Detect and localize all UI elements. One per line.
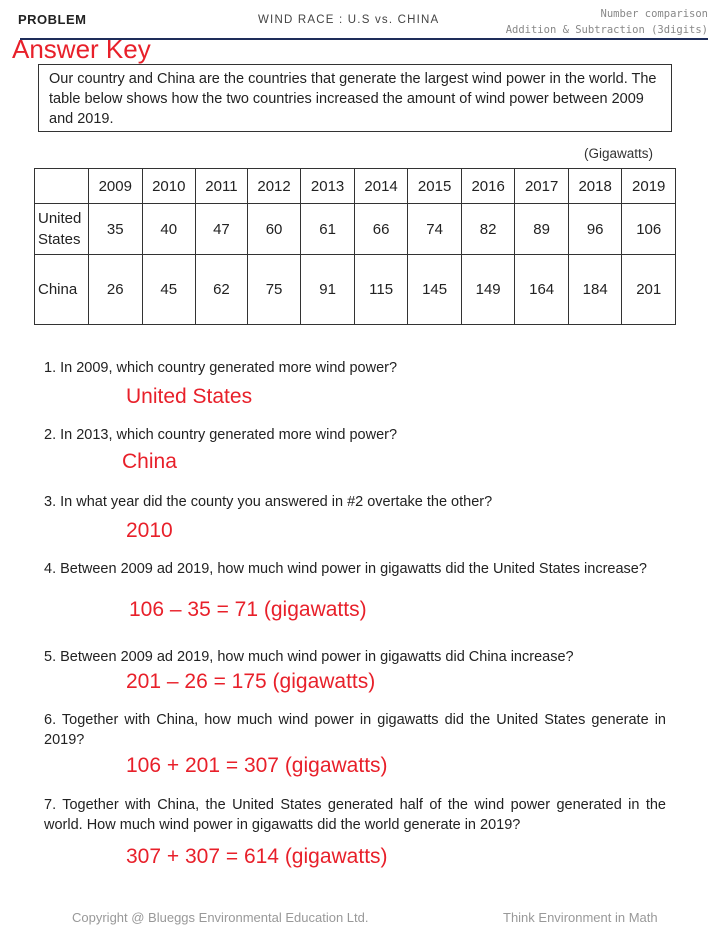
question-6: 6. Together with China, how much wind power in gigawatts did the United States generate in 2019? bbox=[44, 712, 666, 748]
row-label-china bbox=[35, 255, 89, 325]
table-corner-cell bbox=[35, 169, 89, 204]
year-cell: 2009 bbox=[89, 169, 143, 204]
answer-1: United States bbox=[126, 385, 253, 408]
value-cell: 75 bbox=[247, 255, 301, 325]
value-cell: 62 bbox=[196, 255, 248, 325]
row-label-united-states bbox=[35, 204, 89, 255]
value-cell: 35 bbox=[89, 204, 143, 255]
value-cell: 96 bbox=[568, 204, 622, 255]
worksheet-title: WIND RACE : U.S vs. CHINA bbox=[258, 14, 440, 26]
year-cell: 2017 bbox=[515, 169, 569, 204]
answer-3: 2010 bbox=[126, 519, 173, 542]
year-cell: 2010 bbox=[142, 169, 196, 204]
year-cell: 2016 bbox=[461, 169, 515, 204]
table-row-united-states bbox=[35, 204, 676, 255]
value-cell: 184 bbox=[568, 255, 622, 325]
value-cell: 201 bbox=[622, 255, 676, 325]
value-cell: 115 bbox=[354, 255, 408, 325]
answer-key-label: Answer Key bbox=[12, 34, 151, 64]
year-cell: 2014 bbox=[354, 169, 408, 204]
year-cell: 2012 bbox=[247, 169, 301, 204]
value-cell: 45 bbox=[142, 255, 196, 325]
table-row-china bbox=[35, 255, 676, 325]
answer-6: 106 + 201 = 307 (gigawatts) bbox=[126, 754, 388, 777]
value-cell: 74 bbox=[408, 204, 462, 255]
wind-power-table bbox=[34, 168, 676, 325]
question-2: 2. In 2013, which country generated more wind power? bbox=[44, 427, 398, 443]
value-cell: 61 bbox=[301, 204, 355, 255]
value-cell: 89 bbox=[515, 204, 569, 255]
intro-box bbox=[38, 64, 672, 132]
question-3: 3. In what year did the county you answered in #2 overtake the other? bbox=[44, 494, 493, 510]
table-unit-label: (Gigawatts) bbox=[584, 146, 654, 161]
year-cell: 2019 bbox=[622, 169, 676, 204]
year-cell: 2015 bbox=[408, 169, 462, 204]
footer-copyright: Copyright @ Blueggs Environmental Education Ltd. bbox=[72, 910, 369, 925]
value-cell: 149 bbox=[461, 255, 515, 325]
question-7: 7. Together with China, the United States generated half of the wind power generated in the world. How much wind power in gigawatts did the world generate in 2019? bbox=[44, 797, 666, 833]
topic-line-1: Number comparison bbox=[600, 8, 708, 20]
footer-tagline: Think Environment in Math bbox=[503, 910, 658, 925]
section-label: PROBLEM bbox=[18, 12, 87, 27]
answer-4: 106 – 35 = 71 (gigawatts) bbox=[129, 598, 367, 621]
topic-label bbox=[506, 6, 708, 38]
question-4: 4. Between 2009 ad 2019, how much wind power in gigawatts did the United States increase? bbox=[44, 561, 647, 577]
value-cell: 82 bbox=[461, 204, 515, 255]
year-cell: 2013 bbox=[301, 169, 355, 204]
value-cell: 47 bbox=[196, 204, 248, 255]
value-cell: 145 bbox=[408, 255, 462, 325]
answer-7: 307 + 307 = 614 (gigawatts) bbox=[126, 845, 388, 868]
question-5: 5. Between 2009 ad 2019, how much wind power in gigawatts did China increase? bbox=[44, 649, 574, 665]
answer-5: 201 – 26 = 175 (gigawatts) bbox=[126, 670, 376, 693]
topic-line-2: Addition & Subtraction (3digits) bbox=[505, 24, 708, 36]
value-cell: 164 bbox=[515, 255, 569, 325]
answer-2: China bbox=[122, 450, 177, 473]
value-cell: 91 bbox=[301, 255, 355, 325]
row-label-line-2: States bbox=[38, 231, 81, 248]
value-cell: 26 bbox=[89, 255, 143, 325]
value-cell: 106 bbox=[622, 204, 676, 255]
value-cell: 60 bbox=[247, 204, 301, 255]
value-cell: 40 bbox=[142, 204, 196, 255]
question-1: 1. In 2009, which country generated more wind power? bbox=[44, 360, 398, 376]
row-label-line-1: United bbox=[38, 210, 82, 227]
intro-text: Our country and China are the countries that generate the largest wind power in the world. The table below shows how the two countries increased the amount of wind power between 2009 and 2019. bbox=[49, 71, 657, 127]
year-cell: 2011 bbox=[196, 169, 248, 204]
row-label-line-1: China bbox=[38, 281, 78, 298]
table-header-row bbox=[35, 169, 676, 204]
year-cell: 2018 bbox=[568, 169, 622, 204]
value-cell: 66 bbox=[354, 204, 408, 255]
